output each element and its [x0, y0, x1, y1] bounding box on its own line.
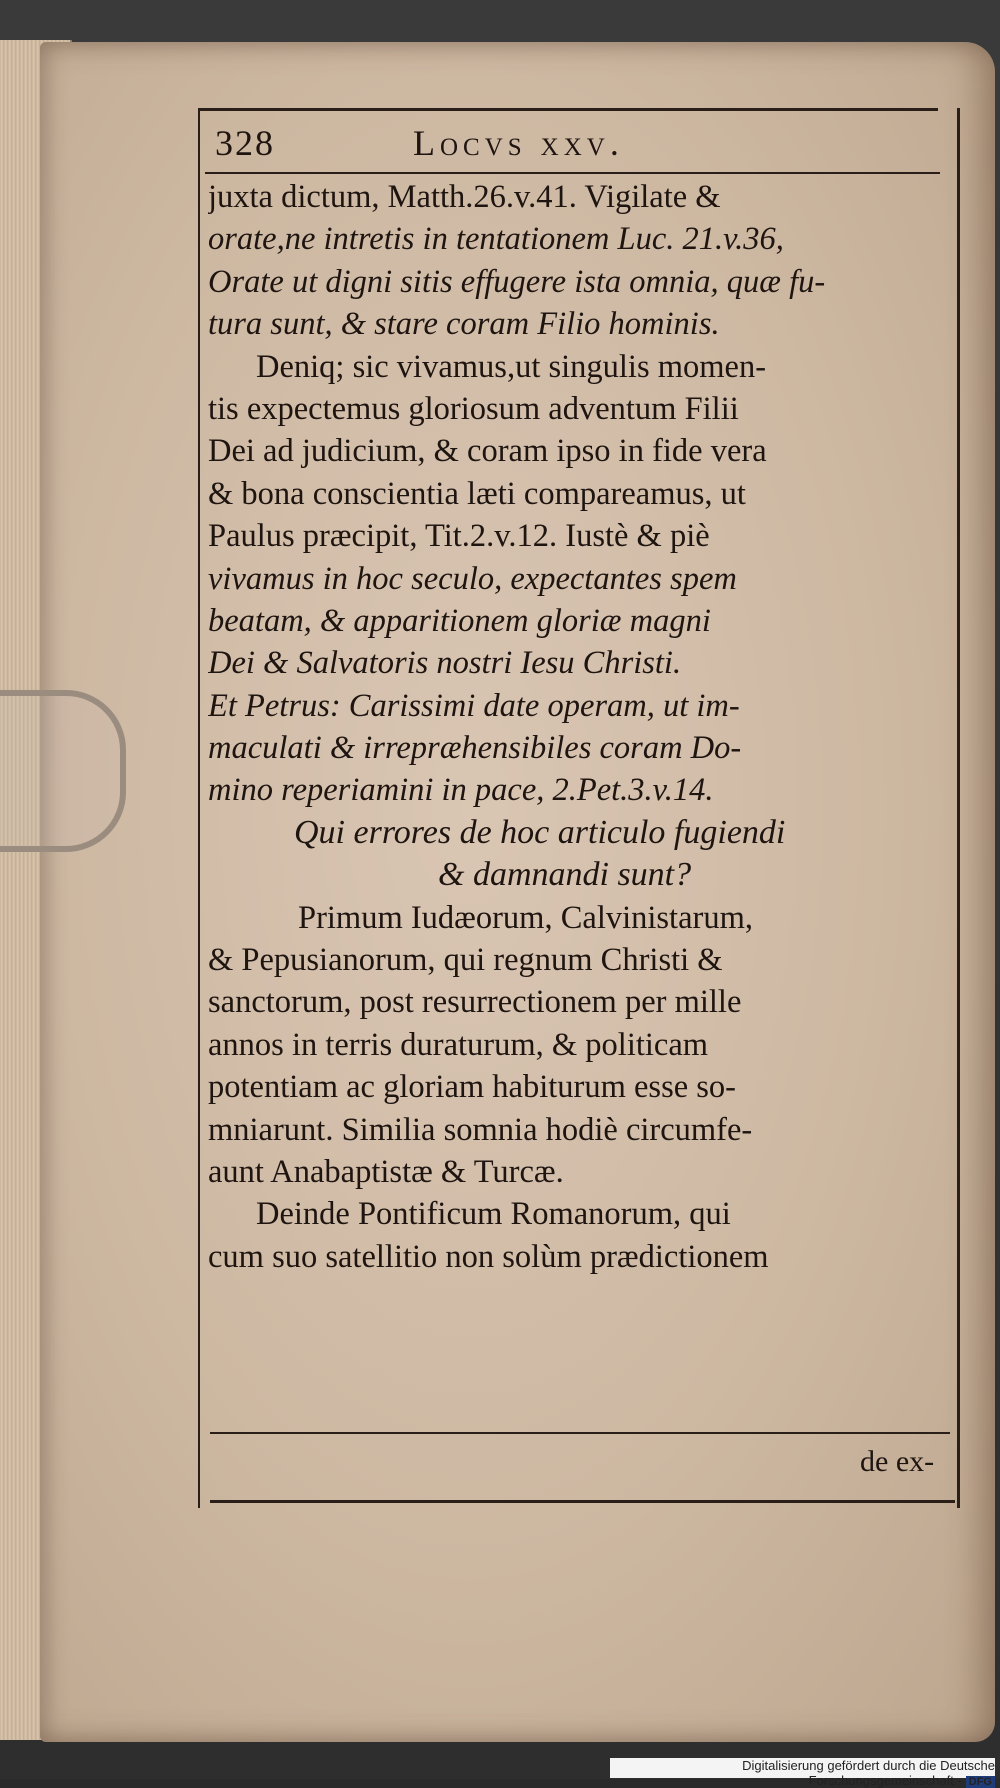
text-line: Dei & Salvatoris nostri Iesu Christi. [208, 645, 682, 682]
digitization-credit [610, 1758, 995, 1788]
running-head: Locvs xxv. [413, 123, 624, 163]
text-line: Orate ut digni sitis effugere ista omnia, quæ fu- [208, 263, 826, 300]
section-heading-line: & damnandi sunt? [438, 856, 692, 894]
page-header [205, 118, 945, 170]
body-text [208, 176, 950, 1278]
text-line: sanctorum, post resurrectionem per mille [208, 984, 742, 1021]
section-heading-line: Qui errores de hoc articulo fugiendi [294, 813, 786, 851]
text-line: Deinde Pontificum Romanorum, qui [256, 1196, 731, 1233]
top-rule [198, 108, 938, 111]
text-line: potentiam ac gloriam habiturum esse so- [208, 1069, 736, 1106]
text-line: Dei ad judicium, & coram ipso in fide vera [208, 433, 767, 470]
text-line: & bona conscientia læti compareamus, ut [208, 475, 746, 512]
text-line: tura sunt, & stare coram Filio hominis. [208, 306, 720, 343]
bottom-rule-inner [210, 1432, 950, 1434]
text-line: aunt Anabaptistæ & Turcæ. [208, 1153, 564, 1190]
text-line: Deniq; sic vivamus,ut singulis momen- [256, 348, 767, 385]
text-line: Paulus præcipit, Tit.2.v.12. Iustè & piè [208, 518, 710, 555]
text-line: orate,ne intretis in tentationem Luc. 21.v.36, [208, 221, 784, 258]
dfg-logo: DFG [966, 1776, 995, 1788]
catchword: de ex- [860, 1445, 935, 1478]
text-line: cum suo satellitio non solùm prædictionem [208, 1238, 769, 1275]
text-line: & Pepusianorum, qui regnum Christi & [208, 942, 723, 979]
bottom-rule-outer [210, 1500, 955, 1503]
text-line: Primum Iudæorum, Calvinistarum, [298, 899, 753, 936]
page-number: 328 [215, 123, 275, 163]
text-line: vivamus in hoc seculo, expectantes spem [208, 560, 737, 597]
page-clip [0, 690, 126, 852]
text-line: mniarunt. Similia somnia hodiè circumfe- [208, 1111, 753, 1148]
text-line: beatam, & apparitionem gloriæ magni [208, 602, 711, 639]
text-line: mino reperiamini in pace, 2.Pet.3.v.14. [208, 772, 714, 809]
text-line: Et Petrus: Carissimi date operam, ut im- [208, 687, 740, 724]
text-line: maculati & irrepræhensibiles coram Do- [208, 730, 742, 767]
text-line: juxta dictum, Matth.26.v.41. Vigilate & [208, 179, 721, 215]
header-rule [205, 172, 940, 174]
credit-text: Digitalisierung gefördert durch die Deutsche Forschungsgemeinschaft - [742, 1758, 995, 1788]
text-line: annos in terris duraturum, & politicam [208, 1026, 709, 1063]
text-line: tis expectemus gloriosum adventum Filii [208, 390, 739, 427]
